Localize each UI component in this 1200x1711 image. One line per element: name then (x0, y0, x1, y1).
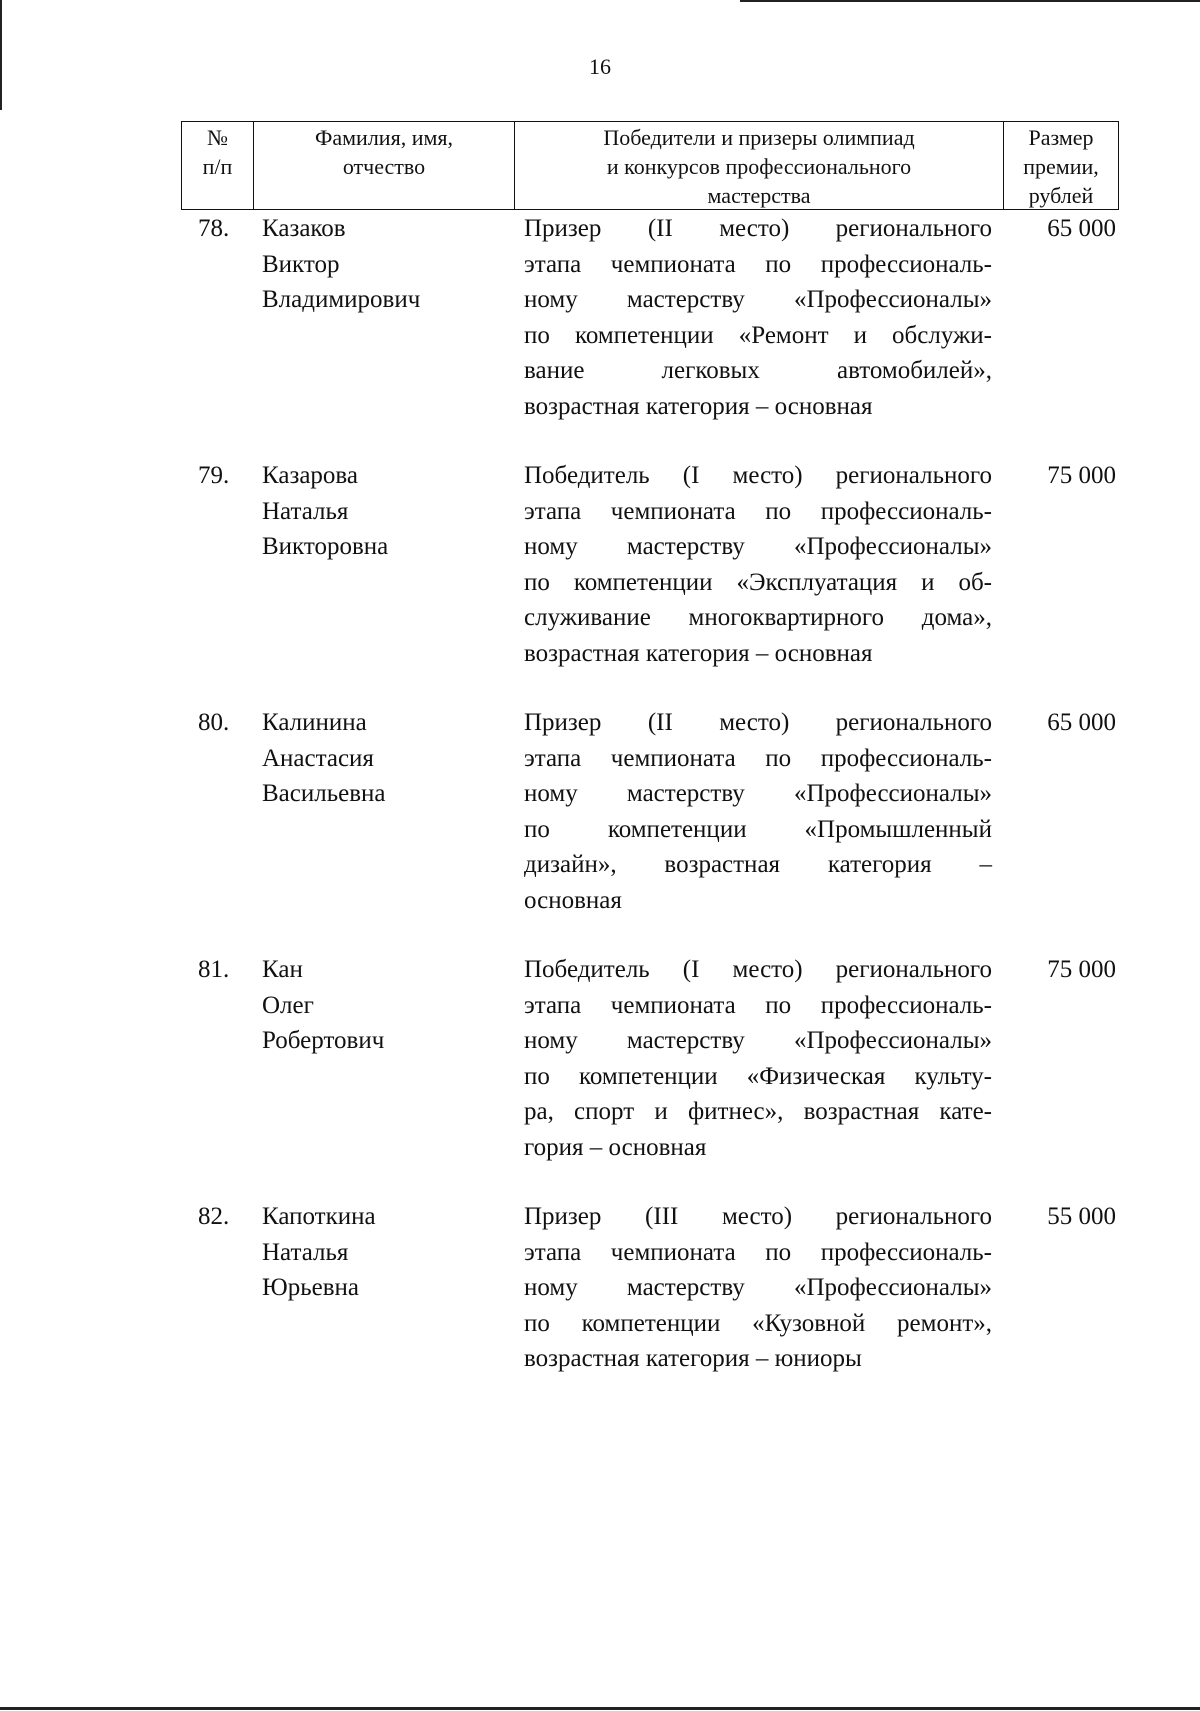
header-number: № п/п (182, 122, 254, 209)
row-number: 79. (198, 462, 230, 489)
row-full-name: Кан Олег Робертович (262, 956, 385, 1054)
row-achievement: Призер (II место) регионального этапа чемпионата по профессиональ- ному мастерству «Профессионалы» по компетенции «Ремонт и обслужи- вание легковых автомобилей», возрастная категория – основная (524, 215, 992, 420)
row-prize-amount: 75 000 (1047, 956, 1116, 983)
header-prize: Размер премии, рублей (1023, 125, 1099, 208)
row-full-name: Калинина Анастасия Васильевна (262, 709, 386, 807)
header-description: Победители и призеры олимпиад и конкурсов профессионального мастерства (515, 122, 1004, 209)
row-prize-amount: 75 000 (1047, 462, 1116, 489)
row-full-name: Казаков Виктор Владимирович (262, 215, 421, 313)
row-achievement: Победитель (I место) регионального этапа чемпионата по профессиональ- ному мастерству «Профессионалы» по компетенции «Эксплуатация и об- служивание многоквартирного дома», возрастная категория – основная (524, 462, 992, 667)
row-number: 78. (198, 215, 230, 242)
header-name: Фамилия, имя, отчество (254, 122, 515, 209)
row-prize-amount: 65 000 (1047, 709, 1116, 736)
row-number: 81. (198, 956, 230, 983)
page-number: 16 (589, 54, 611, 79)
row-achievement: Призер (III место) регионального этапа чемпионата по профессиональ- ному мастерству «Профессионалы» по компетенции «Кузовной ремонт», возрастная категория – юниоры (524, 1203, 992, 1372)
scan-edge-top (740, 0, 1200, 2)
row-prize-amount: 65 000 (1047, 215, 1116, 242)
row-prize-amount: 55 000 (1047, 1203, 1116, 1230)
scan-edge-bottom (0, 1707, 1200, 1710)
row-number: 82. (198, 1203, 230, 1230)
row-achievement: Призер (II место) регионального этапа чемпионата по профессиональ- ному мастерству «Профессионалы» по компетенции «Промышленный дизайн», возрастная категория – основная (524, 709, 992, 914)
row-number: 80. (198, 709, 230, 736)
row-full-name: Казарова Наталья Викторовна (262, 462, 389, 560)
row-achievement: Победитель (I место) регионального этапа чемпионата по профессиональ- ному мастерству «Профессионалы» по компетенции «Физическая культу- ра, спорт и фитнес», возрастная кате- гория – основная (524, 956, 992, 1161)
row-full-name: Капоткина Наталья Юрьевна (262, 1203, 376, 1301)
table-header (181, 121, 1119, 210)
